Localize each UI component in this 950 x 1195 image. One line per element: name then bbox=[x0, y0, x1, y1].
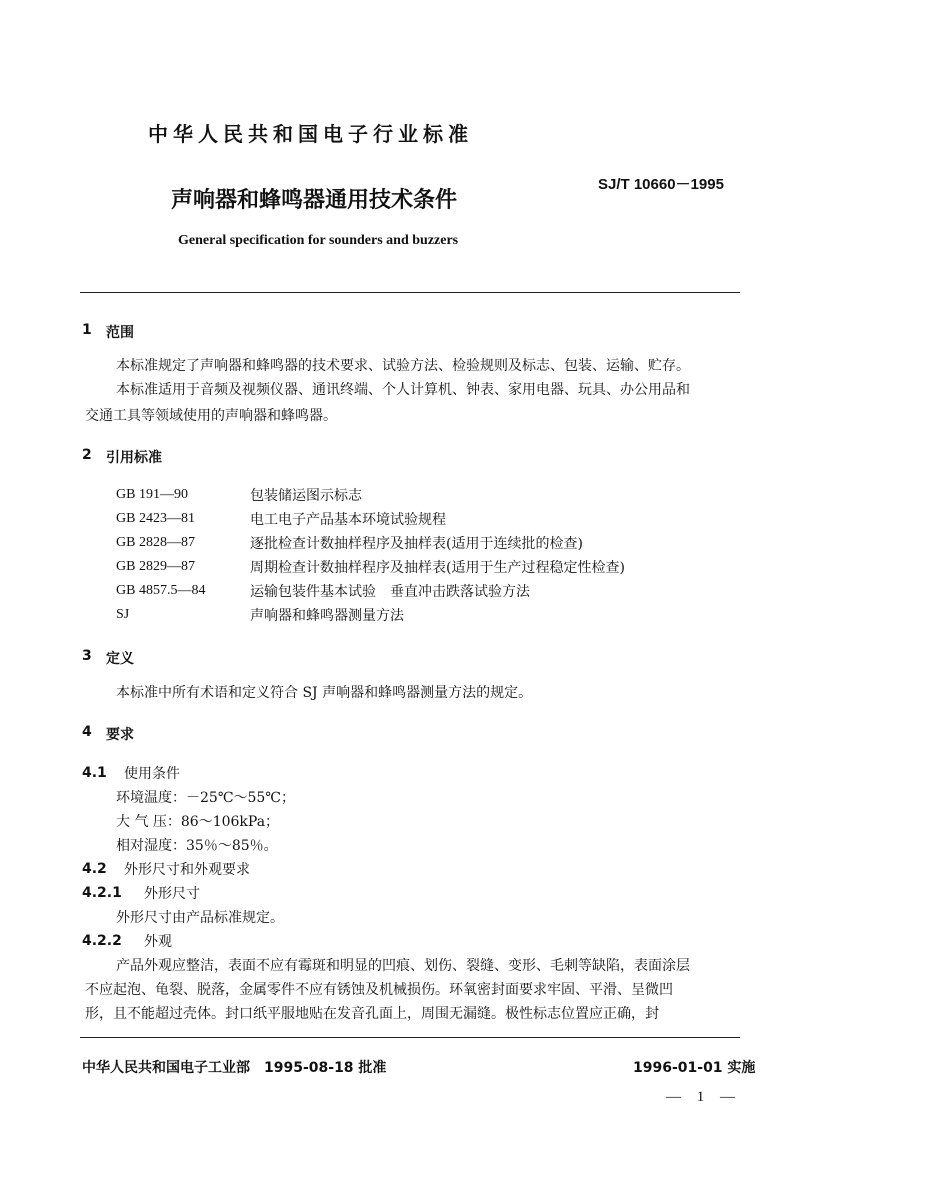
standard-title-cn: 声响器和蜂鸣器通用技术条件 bbox=[171, 188, 458, 213]
section-2-title: 引用标准 bbox=[106, 450, 162, 466]
subsection-4-2-2-number: 4.2.2 bbox=[82, 933, 122, 949]
standard-org-title: 中华人民共和国电子行业标准 bbox=[148, 122, 473, 146]
subsection-4-2-1-title: 外形尺寸 bbox=[144, 886, 200, 902]
standard-code: SJ/T 10660－1995 bbox=[598, 176, 724, 193]
section-4-title: 要求 bbox=[106, 727, 134, 743]
reference-code: GB 2829—87 bbox=[116, 559, 195, 574]
subsection-4-1-number: 4.1 bbox=[82, 765, 107, 781]
section-1-title: 范围 bbox=[106, 325, 134, 341]
appearance-paragraph-line-3: 形，且不能超过壳体。封口纸平服地贴在发音孔面上，周围无漏缝。极性标志位置应正确，封 bbox=[85, 1006, 659, 1022]
subsection-4-2-1-number: 4.2.1 bbox=[82, 885, 122, 901]
reference-code: GB 191—90 bbox=[116, 487, 188, 502]
reference-title: 周期检查计数抽样程序及抽样表(适用于生产过程稳定性检查) bbox=[250, 560, 625, 576]
effective-date: 1996-01-01 实施 bbox=[633, 1060, 756, 1076]
section-3-number: 3 bbox=[82, 648, 92, 664]
subsection-4-1-title: 使用条件 bbox=[124, 766, 180, 782]
reference-code: GB 4857.5—84 bbox=[116, 583, 206, 598]
subsection-4-2-2-title: 外观 bbox=[144, 934, 172, 950]
section-2-number: 2 bbox=[82, 447, 92, 463]
subsection-4-2-1-paragraph: 外形尺寸由产品标准规定。 bbox=[116, 910, 284, 926]
reference-code: GB 2423—81 bbox=[116, 511, 195, 526]
reference-code: SJ bbox=[116, 607, 130, 622]
reference-code: GB 2828—87 bbox=[116, 535, 195, 550]
section-1-paragraph-1: 本标准规定了声响器和蜂鸣器的技术要求、试验方法、检验规则及标志、包装、运输、贮存。 bbox=[116, 358, 690, 374]
header-divider bbox=[80, 292, 740, 293]
section-3-title: 定义 bbox=[106, 651, 134, 667]
section-4-number: 4 bbox=[82, 724, 92, 740]
appearance-paragraph-line-2: 不应起泡、龟裂、脱落，金属零件不应有锈蚀及机械损伤。环氧密封面要求牢固、平滑、呈微凹 bbox=[85, 982, 673, 998]
reference-title: 电工电子产品基本环境试验规程 bbox=[250, 512, 446, 528]
reference-title: 逐批检查计数抽样程序及抽样表(适用于连续批的检查) bbox=[250, 536, 583, 552]
footer-divider bbox=[80, 1037, 740, 1038]
reference-title: 包装储运图示标志 bbox=[250, 488, 362, 504]
section-1-paragraph-2a: 本标准适用于音频及视频仪器、通讯终端、个人计算机、钟表、家用电器、玩具、办公用品和 bbox=[116, 382, 690, 398]
standard-title-en: General specification for sounders and buzzers bbox=[178, 233, 459, 248]
appearance-paragraph-line-1: 产品外观应整洁，表面不应有霉斑和明显的凹痕、划伤、裂缝、变形、毛刺等缺陷，表面涂层 bbox=[116, 958, 690, 974]
reference-title: 声响器和蜂鸣器测量方法 bbox=[250, 608, 404, 624]
section-1-number: 1 bbox=[82, 322, 92, 338]
atmospheric-pressure: 大 气 压：86～106kPa； bbox=[116, 814, 280, 830]
approval-date: 中华人民共和国电子工业部 1995-08-18 批准 bbox=[82, 1060, 387, 1076]
subsection-4-2-title: 外形尺寸和外观要求 bbox=[124, 862, 250, 878]
relative-humidity: 相对湿度：35％～85％。 bbox=[116, 838, 278, 854]
ambient-temperature: 环境温度：－25℃～55℃； bbox=[116, 790, 295, 806]
section-3-paragraph: 本标准中所有术语和定义符合 SJ 声响器和蜂鸣器测量方法的规定。 bbox=[116, 685, 533, 701]
subsection-4-2-number: 4.2 bbox=[82, 861, 107, 877]
reference-title: 运输包装件基本试验 垂直冲击跌落试验方法 bbox=[250, 584, 530, 600]
section-1-paragraph-2b: 交通工具等领域使用的声响器和蜂鸣器。 bbox=[85, 408, 337, 424]
page-number: — 1 — bbox=[666, 1089, 741, 1105]
